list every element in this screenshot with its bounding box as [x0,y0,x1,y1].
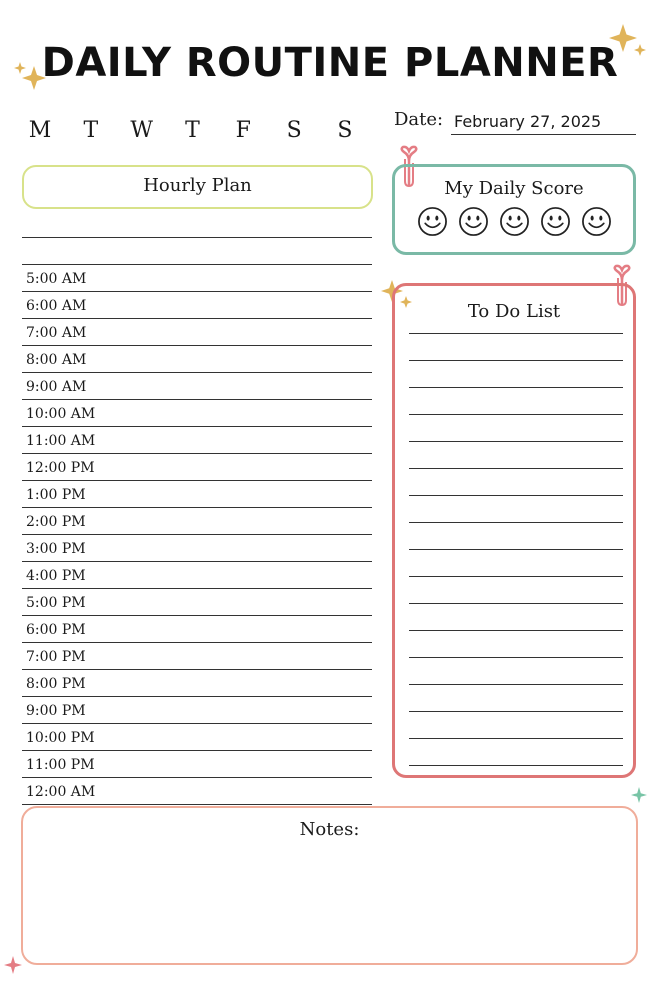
divider [22,804,372,805]
todo-list-heading: To Do List [467,301,561,322]
hourly-row[interactable] [22,264,372,291]
hourly-row[interactable] [22,291,372,318]
todo-line[interactable] [409,522,623,549]
hourly-row[interactable] [22,777,372,804]
smiley-rating [395,206,633,237]
todo-lines [409,333,623,792]
todo-line[interactable] [409,549,623,576]
weekday-saturday[interactable]: S [286,118,302,143]
time-label: 12:00 PM [26,460,95,476]
hourly-row[interactable] [22,480,372,507]
hourly-row[interactable] [22,696,372,723]
hourly-row[interactable] [22,588,372,615]
time-label: 10:00 PM [26,730,95,746]
hourly-row[interactable] [22,318,372,345]
hourly-row[interactable] [22,642,372,669]
todo-line[interactable] [409,765,623,792]
todo-line[interactable] [409,495,623,522]
time-label: 5:00 PM [26,595,86,611]
time-label: 11:00 PM [26,757,95,773]
time-label: 6:00 PM [26,622,86,638]
todo-line[interactable] [409,333,623,360]
sparkle-icon [630,786,648,804]
time-label: 6:00 AM [26,298,87,314]
weekday-friday[interactable]: F [235,118,251,143]
smiley-face-icon[interactable] [458,206,489,237]
smiley-face-icon[interactable] [417,206,448,237]
todo-line[interactable] [409,387,623,414]
time-label: 8:00 PM [26,676,86,692]
todo-line[interactable] [409,468,623,495]
hourly-row[interactable] [22,750,372,777]
hourly-row[interactable] [22,453,372,480]
time-label: 12:00 AM [26,784,96,800]
smiley-face-icon[interactable] [499,206,530,237]
time-label: 4:00 PM [26,568,86,584]
todo-line[interactable] [409,684,623,711]
notes-box [21,806,638,965]
time-label: 9:00 AM [26,379,87,395]
sparkle-icon [3,955,23,975]
todo-line[interactable] [409,360,623,387]
weekday-tuesday[interactable]: T [83,118,99,143]
page-title: DAILY ROUTINE PLANNER [41,40,619,86]
date-label: Date: [394,109,444,130]
notes-heading: Notes: [299,819,360,840]
time-label: 11:00 AM [26,433,96,449]
todo-line[interactable] [409,711,623,738]
weekday-selector [20,118,365,143]
time-label: 9:00 PM [26,703,86,719]
hourly-row[interactable] [22,723,372,750]
hourly-plan-list [22,237,372,805]
weekday-wednesday[interactable]: W [130,118,153,143]
time-label: 8:00 AM [26,352,87,368]
hourly-row[interactable] [22,372,372,399]
todo-line[interactable] [409,576,623,603]
hourly-row[interactable] [22,345,372,372]
weekday-sunday[interactable]: S [337,118,353,143]
todo-line[interactable] [409,441,623,468]
hourly-row[interactable] [22,561,372,588]
time-label: 2:00 PM [26,514,86,530]
todo-line[interactable] [409,738,623,765]
todo-line[interactable] [409,603,623,630]
hourly-row[interactable] [22,507,372,534]
time-label: 7:00 PM [26,649,86,665]
hourly-row[interactable] [22,399,372,426]
smiley-face-icon[interactable] [540,206,571,237]
todo-line[interactable] [409,630,623,657]
time-label: 1:00 PM [26,487,86,503]
weekday-thursday[interactable]: T [185,118,200,143]
time-label: 7:00 AM [26,325,87,341]
hourly-row[interactable] [22,534,372,561]
todo-list-box [392,283,636,778]
date-field[interactable]: February 27, 2025 [451,112,636,135]
hourly-row[interactable] [22,669,372,696]
todo-line[interactable] [409,657,623,684]
weekday-monday[interactable]: M [28,118,52,143]
smiley-face-icon[interactable] [581,206,612,237]
time-label: 10:00 AM [26,406,96,422]
hourly-row[interactable] [22,615,372,642]
hourly-row[interactable] [22,426,372,453]
time-label: 5:00 AM [26,271,87,287]
hourly-row [22,237,372,264]
daily-score-box [392,164,636,255]
notes-area[interactable] [33,848,626,953]
hourly-plan-heading: Hourly Plan [22,165,373,209]
daily-score-heading: My Daily Score [444,178,584,199]
todo-line[interactable] [409,414,623,441]
time-label: 3:00 PM [26,541,86,557]
